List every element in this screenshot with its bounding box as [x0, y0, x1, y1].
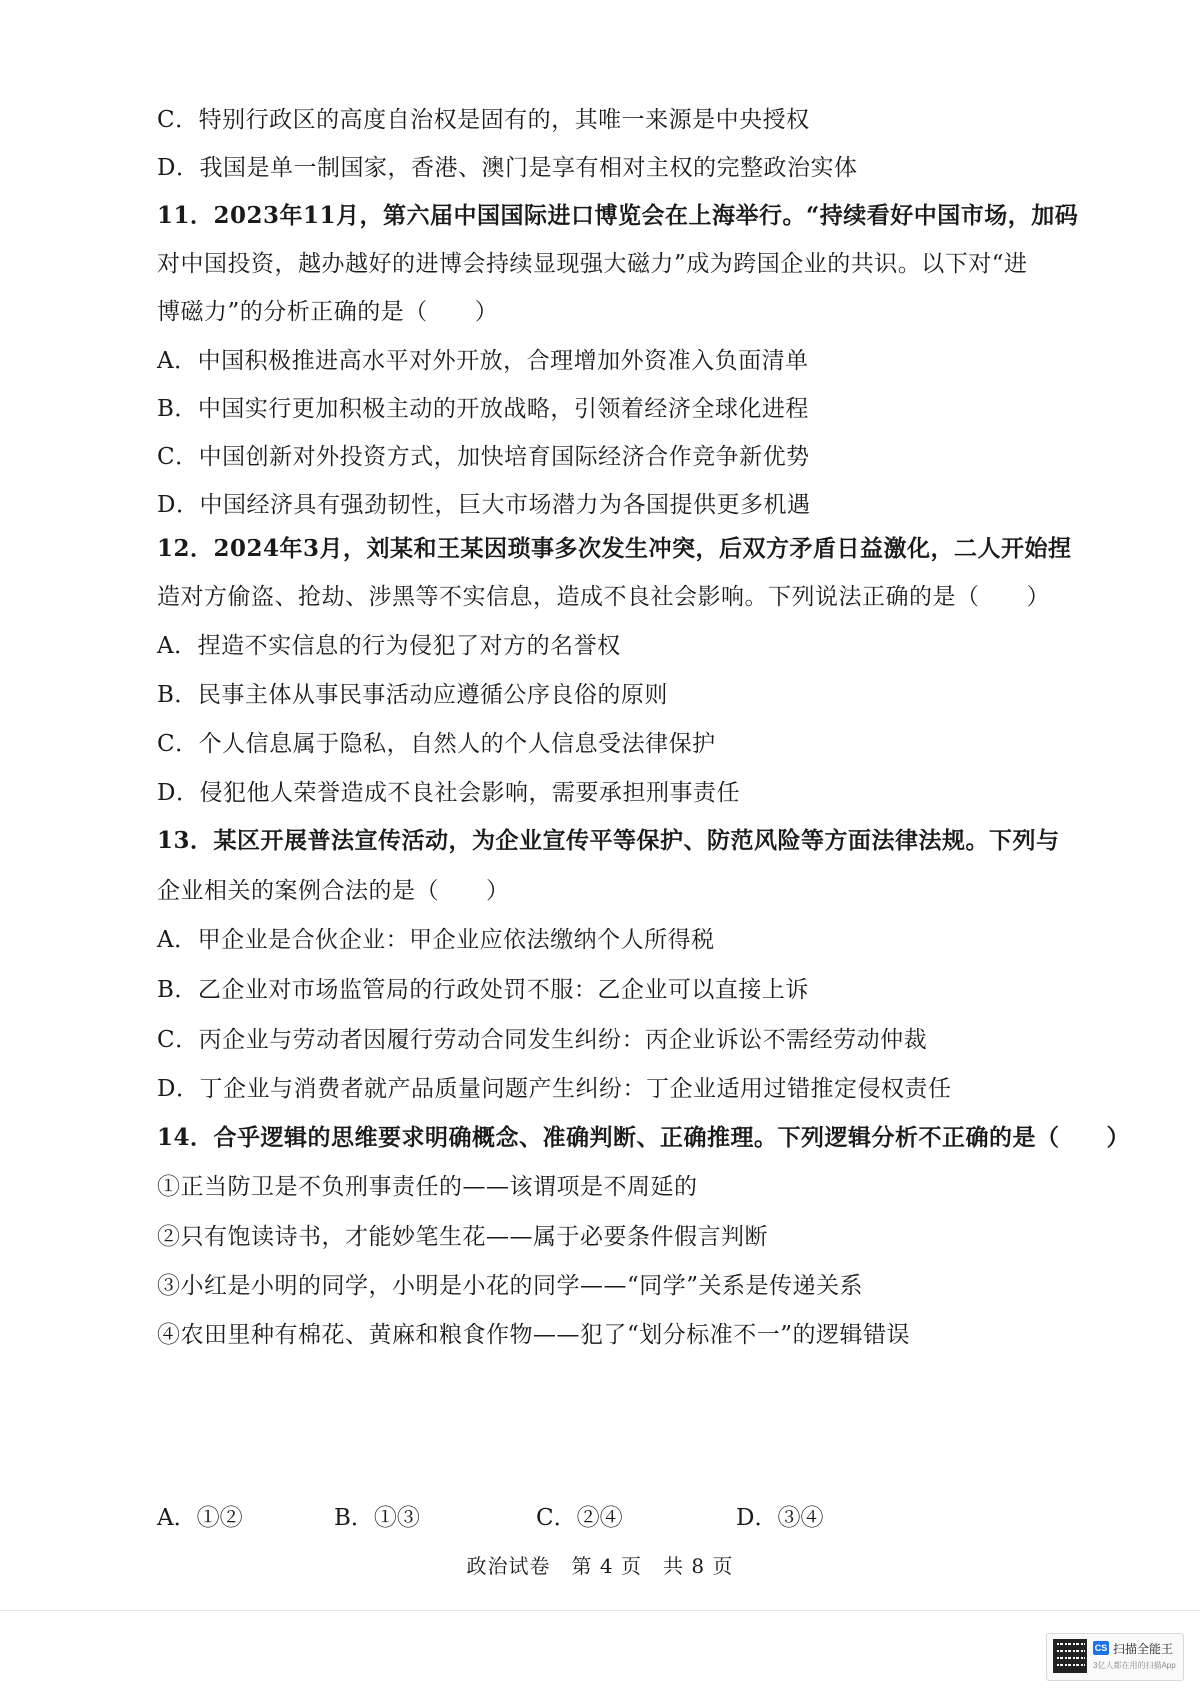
text-line: C．丙企业与劳动者因履行劳动合同发生纠纷：丙企业诉讼不需经劳动仲裁	[157, 1027, 928, 1053]
text-line: B．民事主体从事民事活动应遵循公序良俗的原则	[157, 682, 668, 708]
text-line: A．中国积极推进高水平对外开放，合理增加外资准入负面清单	[157, 348, 809, 374]
text-line: ①正当防卫是不负刑事责任的——该谓项是不周延的	[157, 1174, 698, 1200]
scanner-brand: 扫描全能王	[1113, 1642, 1174, 1656]
qr-code-icon	[1053, 1639, 1087, 1673]
question-stem-line: 11．2023年11月，第六届中国国际进口博览会在上海举行。“持续看好中国市场，加码	[157, 202, 1079, 229]
text-line: C．中国创新对外投资方式，加快培育国际经济合作竞争新优势	[157, 444, 810, 470]
text-line: B．中国实行更加积极主动的开放战略，引领着经济全球化进程	[157, 396, 809, 422]
page-footer: 政治试卷 第 4 页 共 8 页	[466, 1554, 734, 1578]
text-line: D．丁企业与消费者就产品质量问题产生纠纷：丁企业适用过错推定侵权责任	[157, 1076, 952, 1102]
text-line: A．甲企业是合伙企业：甲企业应依法缴纳个人所得税	[157, 927, 715, 953]
text-line: D．侵犯他人荣誉造成不良社会影响，需要承担刑事责任	[157, 780, 740, 806]
question-stem-line: 12．2024年3月，刘某和王某因琐事多次发生冲突，后双方矛盾日益激化，二人开始捏	[157, 535, 1072, 562]
answer-option-c: C．②④	[536, 1505, 623, 1531]
question-stem-line: 13．某区开展普法宣传活动，为企业宣传平等保护、防范风险等方面法律法规。下列与	[157, 827, 1060, 854]
text-line: A．捏造不实信息的行为侵犯了对方的名誉权	[157, 633, 621, 659]
text-line: 博磁力”的分析正确的是（ ）	[157, 299, 499, 325]
text-line: ④农田里种有棉花、黄麻和粮食作物——犯了“划分标准不一”的逻辑错误	[157, 1322, 911, 1348]
text-line: 造对方偷盗、抢劫、涉黑等不实信息，造成不良社会影响。下列说法正确的是（ ）	[157, 584, 1050, 610]
camscanner-logo-icon: CS	[1094, 1643, 1108, 1653]
text-line: ③小红是小明的同学，小明是小花的同学——“同学”关系是传递关系	[157, 1273, 864, 1299]
text-line: ②只有饱读诗书，才能妙笔生花——属于必要条件假言判断	[157, 1224, 768, 1250]
text-line: 企业相关的案例合法的是（ ）	[157, 878, 510, 904]
text-line: C．个人信息属于隐私，自然人的个人信息受法律保护	[157, 731, 716, 757]
answer-option-a: A．①②	[157, 1505, 243, 1531]
scanner-watermark	[1046, 1633, 1184, 1681]
text-line: C．特别行政区的高度自治权是固有的，其唯一来源是中央授权	[157, 107, 810, 133]
answer-option-b: B．①③	[334, 1505, 420, 1531]
scan-edge-divider	[0, 1610, 1200, 1611]
text-line: D．中国经济具有强劲韧性，巨大市场潜力为各国提供更多机遇	[157, 492, 811, 518]
text-line: B．乙企业对市场监管局的行政处罚不服：乙企业可以直接上诉	[157, 977, 809, 1003]
text-line: 对中国投资，越办越好的进博会持续显现强大磁力”成为跨国企业的共识。以下对“进	[157, 251, 1028, 277]
answer-option-d: D．③④	[736, 1505, 824, 1531]
question-stem-line: 14．合乎逻辑的思维要求明确概念、准确判断、正确推理。下列逻辑分析不正确的是（ ）	[157, 1124, 1131, 1151]
text-line: D．我国是单一制国家，香港、澳门是享有相对主权的完整政治实体	[157, 155, 858, 181]
scanner-tagline: 3亿人都在用的扫描App	[1093, 1661, 1176, 1670]
